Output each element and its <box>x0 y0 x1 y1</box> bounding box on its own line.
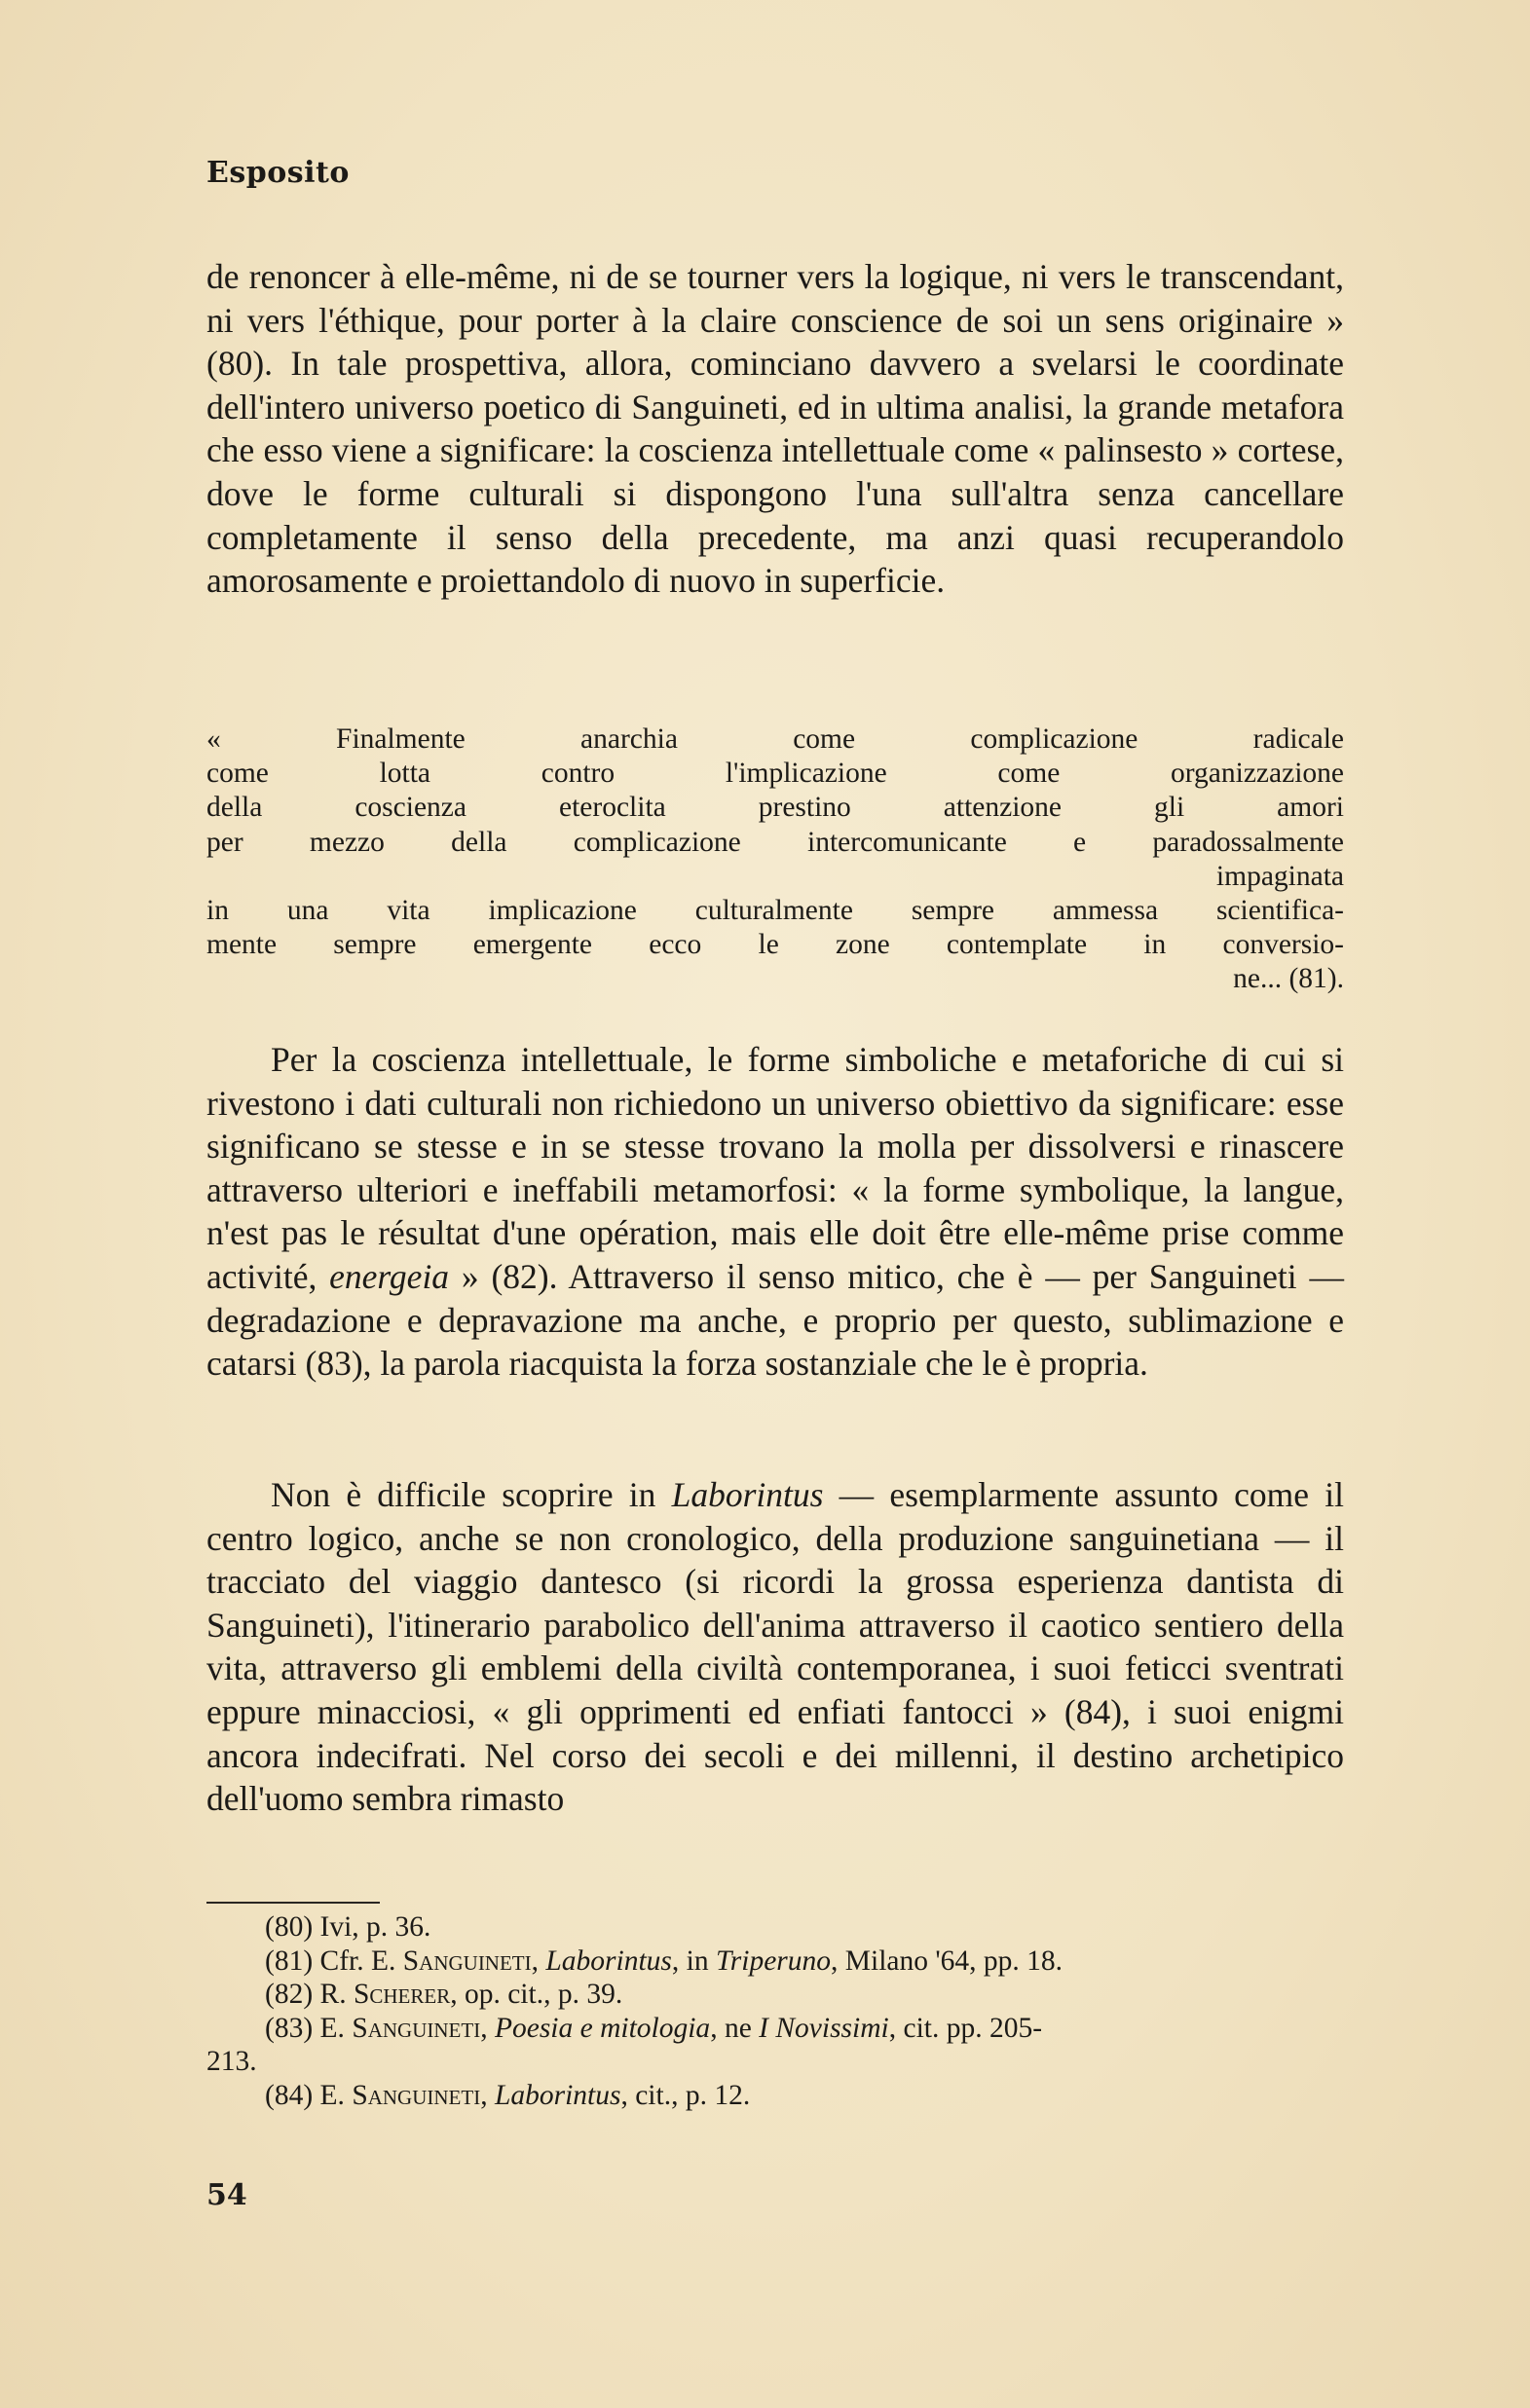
footnote-84-text-c: , cit., p. 12. <box>620 2079 751 2111</box>
footnote-84-number: (84) <box>265 2079 314 2111</box>
footnote-81-title: Laborintus <box>545 1945 672 1977</box>
footnote-83-author: Sanguineti <box>352 2012 481 2044</box>
paragraph-1: de renoncer à elle-même, ni de se tourner vers la logique, ni vers le transcendant, ni vers l'éthique, pour porter à la claire conscience de soi un sens originaire » (80). In tale prospettiva, allora, cominciano davvero a svelarsi le coordinate dell'intero universo poetico di Sanguineti, ed in ultima analisi, la grande metafora che esso viene a significare: la coscienza intellettuale come « palinsesto » cortese, dove le forme culturali si dispongono l'una sull'altra senza cancellare completamente il senso della precedente, ma anzi quasi recuperandolo amorosamente e proiettandolo di nuovo in superficie. <box>206 257 1344 601</box>
footnote-83-text-b: , <box>480 2012 495 2044</box>
footnote-84-text-b: , <box>480 2079 495 2111</box>
footnote-80 <box>206 1910 1344 1945</box>
footnote-84-title: Laborintus <box>494 2079 621 2111</box>
quote-line-5: impaginata <box>1215 860 1344 892</box>
footnote-80-text: Ivi, p. 36. <box>319 1911 431 1943</box>
paragraph-3-italic: Laborintus <box>671 1475 824 1514</box>
poem-quotation <box>206 722 1344 997</box>
paragraph-2 <box>206 1038 1344 1386</box>
quote-line-3: della coscienza eteroclita prestino attenzione gli amori <box>206 792 1344 824</box>
footnote-82-number: (82) <box>265 1979 314 2010</box>
footnote-83-text-a: E. <box>319 2012 353 2044</box>
footnote-82 <box>206 1978 1344 2012</box>
running-head: Esposito <box>206 156 350 190</box>
footnote-83-title: Poesia e mitologia <box>494 2012 711 2044</box>
footnote-83-text-c: , ne <box>710 2012 760 2044</box>
footnote-83-text-d: , cit. pp. 205- <box>888 2012 1043 2044</box>
footnote-84 <box>206 2079 1344 2113</box>
paragraph-3-text-a: Non è difficile scoprire in <box>271 1475 672 1514</box>
page-number: 54 <box>206 2178 247 2212</box>
footnote-rule <box>206 1902 380 1904</box>
paragraph-3 <box>206 1473 1344 1821</box>
footnote-81-text-c: , in <box>671 1945 716 1977</box>
quote-line-2: come lotta contro l'implicazione come organizzazione <box>206 758 1344 790</box>
footnote-81-text-a: Cfr. E. <box>319 1945 403 1977</box>
paragraph-3-text-b: — esemplarmente assunto come il centro logico, anche se non cronologico, della produzione sanguinetiana — il tracciato del viaggio dantesco (si ricordi la grossa esperienza dantista di Sanguineti), l'itinerario parabolico dell'anima attraverso il caotico sentiero della vita, attraverso gli emblemi della civiltà contemporanea, i suoi feticci sventrati eppure minacciosi, « gli opprimenti ed enfiati fantocci » (84), i suoi enigmi ancora indecifrati. Nel corso dei secoli e dei millenni, il destino archetipico dell'uomo sembra rimasto <box>206 1475 1344 1819</box>
footnote-81-title2: Triperuno <box>715 1945 832 1977</box>
footnote-82-text-b: , op. cit., p. 39. <box>450 1979 623 2010</box>
footnote-84-author: Sanguineti <box>352 2079 481 2111</box>
footnote-80-number: (80) <box>265 1911 314 1943</box>
footnote-81 <box>206 1945 1344 1979</box>
paragraph-2-text-b: » (82). Attraverso il senso mitico, che è — per Sanguineti — degradazione e depravazione ma anche, e proprio per questo, sublimazione e catarsi (83), la parola riacquista la forza sostanziale che le è propria. <box>206 1256 1344 1384</box>
quote-line-7: mente sempre emergente ecco le zone contemplate in conversio- <box>206 929 1344 961</box>
footnote-82-text-a: R. <box>319 1979 354 2010</box>
footnote-81-text-b: , <box>531 1945 546 1977</box>
quote-line-1: « Finalmente anarchia come complicazione radicale <box>206 723 1344 755</box>
footnote-82-author: Scherer <box>353 1979 451 2010</box>
footnote-84-text-a: E. <box>319 2079 353 2111</box>
quote-line-8: ne... (81). <box>1233 963 1344 995</box>
paragraph-2-text-a: Per la coscienza intellettuale, le forme simboliche e metaforiche di cui si rivestono i dati culturali non richiedono un universo obiettivo da significare: esse significano se stesse e in se stesse trovano la molla per dissolversi e rinascere attraverso ulteriori e ineffabili metamorfosi: « la forme symbolique, la langue, n'est pas le résultat d'une opération, mais elle doit être elle-même prise comme activité, <box>206 1040 1344 1296</box>
footnotes <box>206 1910 1344 2112</box>
footnote-81-number: (81) <box>265 1945 314 1977</box>
paragraph-2-italic: energeia <box>329 1256 450 1296</box>
footnote-83-continuation: 213. <box>206 2046 257 2077</box>
footnote-83-title2: I Novissimi <box>759 2012 889 2044</box>
footnote-81-text-d: , Milano '64, pp. 18. <box>831 1945 1064 1977</box>
footnote-83-number: (83) <box>265 2012 314 2044</box>
quote-line-4: per mezzo della complicazione intercomunicante e paradossalmente <box>206 826 1344 858</box>
quote-line-6: in una vita implicazione culturalmente sempre ammessa scientifica- <box>206 895 1344 927</box>
footnote-81-author: Sanguineti <box>402 1945 532 1977</box>
footnote-83 <box>206 2012 1344 2079</box>
